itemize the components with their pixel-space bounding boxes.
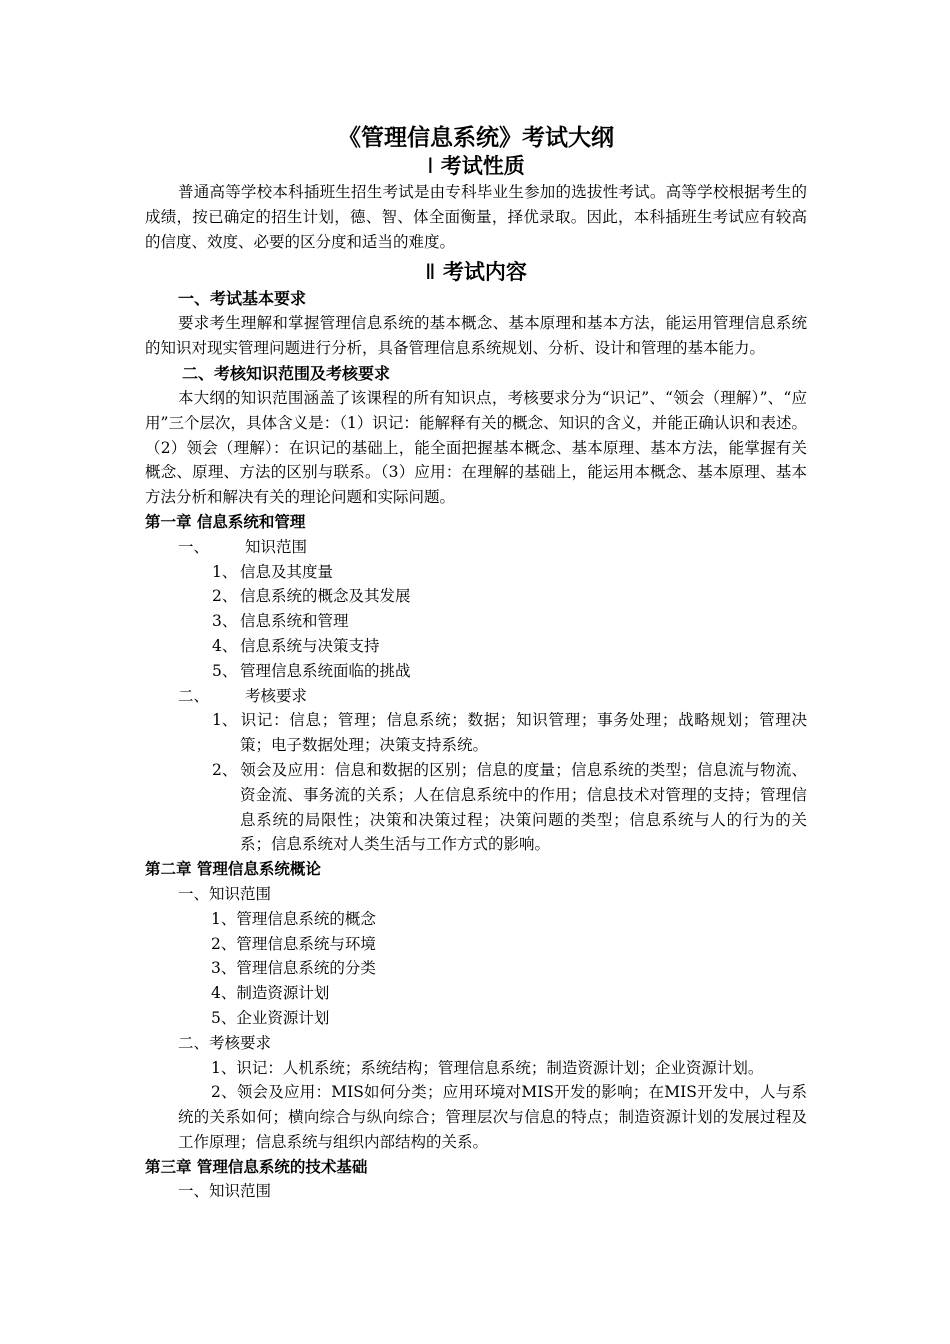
document-title: 《管理信息系统》考试大纲 xyxy=(338,124,614,151)
list-mark: 二、 xyxy=(178,686,210,705)
paragraph-nature: 普通高等学校本科插班生招生考试是由专科毕业生参加的选拔性考试。高等学校根据考生的成绩，按已确定的招生计划，德、智、体全面衡量，择优录取。因此，本科插班生考试应有较高的信度、效度、必要的区分度和适当的难度。 xyxy=(145,183,807,251)
list-item-text: 信息及其度量 xyxy=(240,562,334,581)
list-item xyxy=(145,584,807,609)
list-mark: 3、 xyxy=(212,612,238,631)
list-mark: 5、 xyxy=(212,661,238,680)
list-label: 知识范围 xyxy=(245,537,308,556)
list-item xyxy=(145,560,807,585)
section-number: Ⅰ xyxy=(427,154,434,178)
list-item-text: 信息系统和管理 xyxy=(240,612,349,631)
list-item-text: 识记：信息；管理；信息系统；数据；知识管理；事务处理；战略规划；管理决策；电子数据处理；决策支持系统。 xyxy=(240,711,807,755)
list-item xyxy=(145,758,807,857)
chapter-requirements-heading: 二、考核要求 xyxy=(178,1033,272,1052)
list-item-text: 管理信息系统面临的挑战 xyxy=(240,661,411,680)
list-item-text: 信息系统的概念及其发展 xyxy=(240,587,411,606)
list-item: 3、管理信息系统的分类 xyxy=(211,959,376,978)
list-mark: 4、 xyxy=(212,636,238,655)
section-heading-content xyxy=(145,258,807,286)
paragraph-scope: 本大纲的知识范围涵盖了该课程的所有知识点，考核要求分为“识记”、“领会（理解）”、“应用”三个层次，具体含义是：（1）识记：能解释有关的概念、知识的含义，并能正确认识和表述。（2）领会（理解）：在识记的基础上，能全面把握基本概念、基本原理、基本方法，能掌握有关概念、原理、方法的区别与联系。（3）应用：在理解的基础上，能运用本概念、基本原理、基本方法分析和解决有关的理论问题和实际问题。 xyxy=(145,388,807,507)
chapter-title: 第三章 管理信息系统的技术基础 xyxy=(145,1157,368,1176)
list-item: 2、管理信息系统与环境 xyxy=(211,934,376,953)
list-mark: 2、 xyxy=(212,760,238,779)
list-item: 1、识记：人机系统；系统结构；管理信息系统；制造资源计划；企业资源计划。 xyxy=(211,1058,764,1077)
chapter-requirements-heading xyxy=(145,684,807,709)
list-mark: 一、 xyxy=(178,537,210,556)
list-item xyxy=(145,659,807,684)
list-mark: 1、 xyxy=(212,711,238,730)
list-item xyxy=(145,634,807,659)
section-heading-nature xyxy=(145,152,807,180)
chapter-title: 第一章 信息系统和管理 xyxy=(145,512,306,531)
chapter-range-heading: 一、知识范围 xyxy=(178,1182,272,1201)
chapter-range-heading xyxy=(145,535,807,560)
subheading-basic-requirements: 一、考试基本要求 xyxy=(178,289,307,309)
list-item: 5、企业资源计划 xyxy=(211,1008,330,1027)
section-number: Ⅱ xyxy=(425,260,436,285)
list-mark: 2、 xyxy=(212,587,238,606)
list-mark: 1、 xyxy=(212,562,238,581)
document-body xyxy=(145,124,807,1204)
section-title-text: 考试内容 xyxy=(442,259,527,285)
list-item-text: 信息系统与决策支持 xyxy=(240,636,380,655)
chapter-title: 第二章 管理信息系统概论 xyxy=(145,860,321,879)
list-item xyxy=(145,609,807,634)
list-item: 4、制造资源计划 xyxy=(211,984,330,1003)
list-item: 1、管理信息系统的概念 xyxy=(211,909,376,928)
list-item xyxy=(145,708,807,758)
section-title-text: 考试性质 xyxy=(440,153,525,178)
list-label: 考核要求 xyxy=(245,686,308,705)
list-item: 2、领会及应用：MIS如何分类；应用环境对MIS开发的影响；在MIS开发中，人与系统的关系如何；横向综合与纵向综合；管理层次与信息的特点；制造资源计划的发展过程及工作原理；信息系统与组织内部结构的关系。 xyxy=(178,1083,807,1151)
chapter-range-heading: 一、知识范围 xyxy=(178,884,272,903)
list-item-text: 领会及应用：信息和数据的区别；信息的度量；信息系统的类型；信息流与物流、资金流、事务流的关系；人在信息系统中的作用；信息技术对管理的支持；管理信息系统的局限性；决策和决策过程；决策问题的类型；信息系统与人的行为的关系；信息系统对人类生活与工作方式的影响。 xyxy=(240,760,807,854)
paragraph-basic-requirements: 要求考生理解和掌握管理信息系统的基本概念、基本原理和基本方法，能运用管理信息系统的知识对现实管理问题进行分析，具备管理信息系统规划、分析、设计和管理的基本能力。 xyxy=(145,314,807,358)
subheading-scope: 二、考核知识范围及考核要求 xyxy=(182,363,391,383)
